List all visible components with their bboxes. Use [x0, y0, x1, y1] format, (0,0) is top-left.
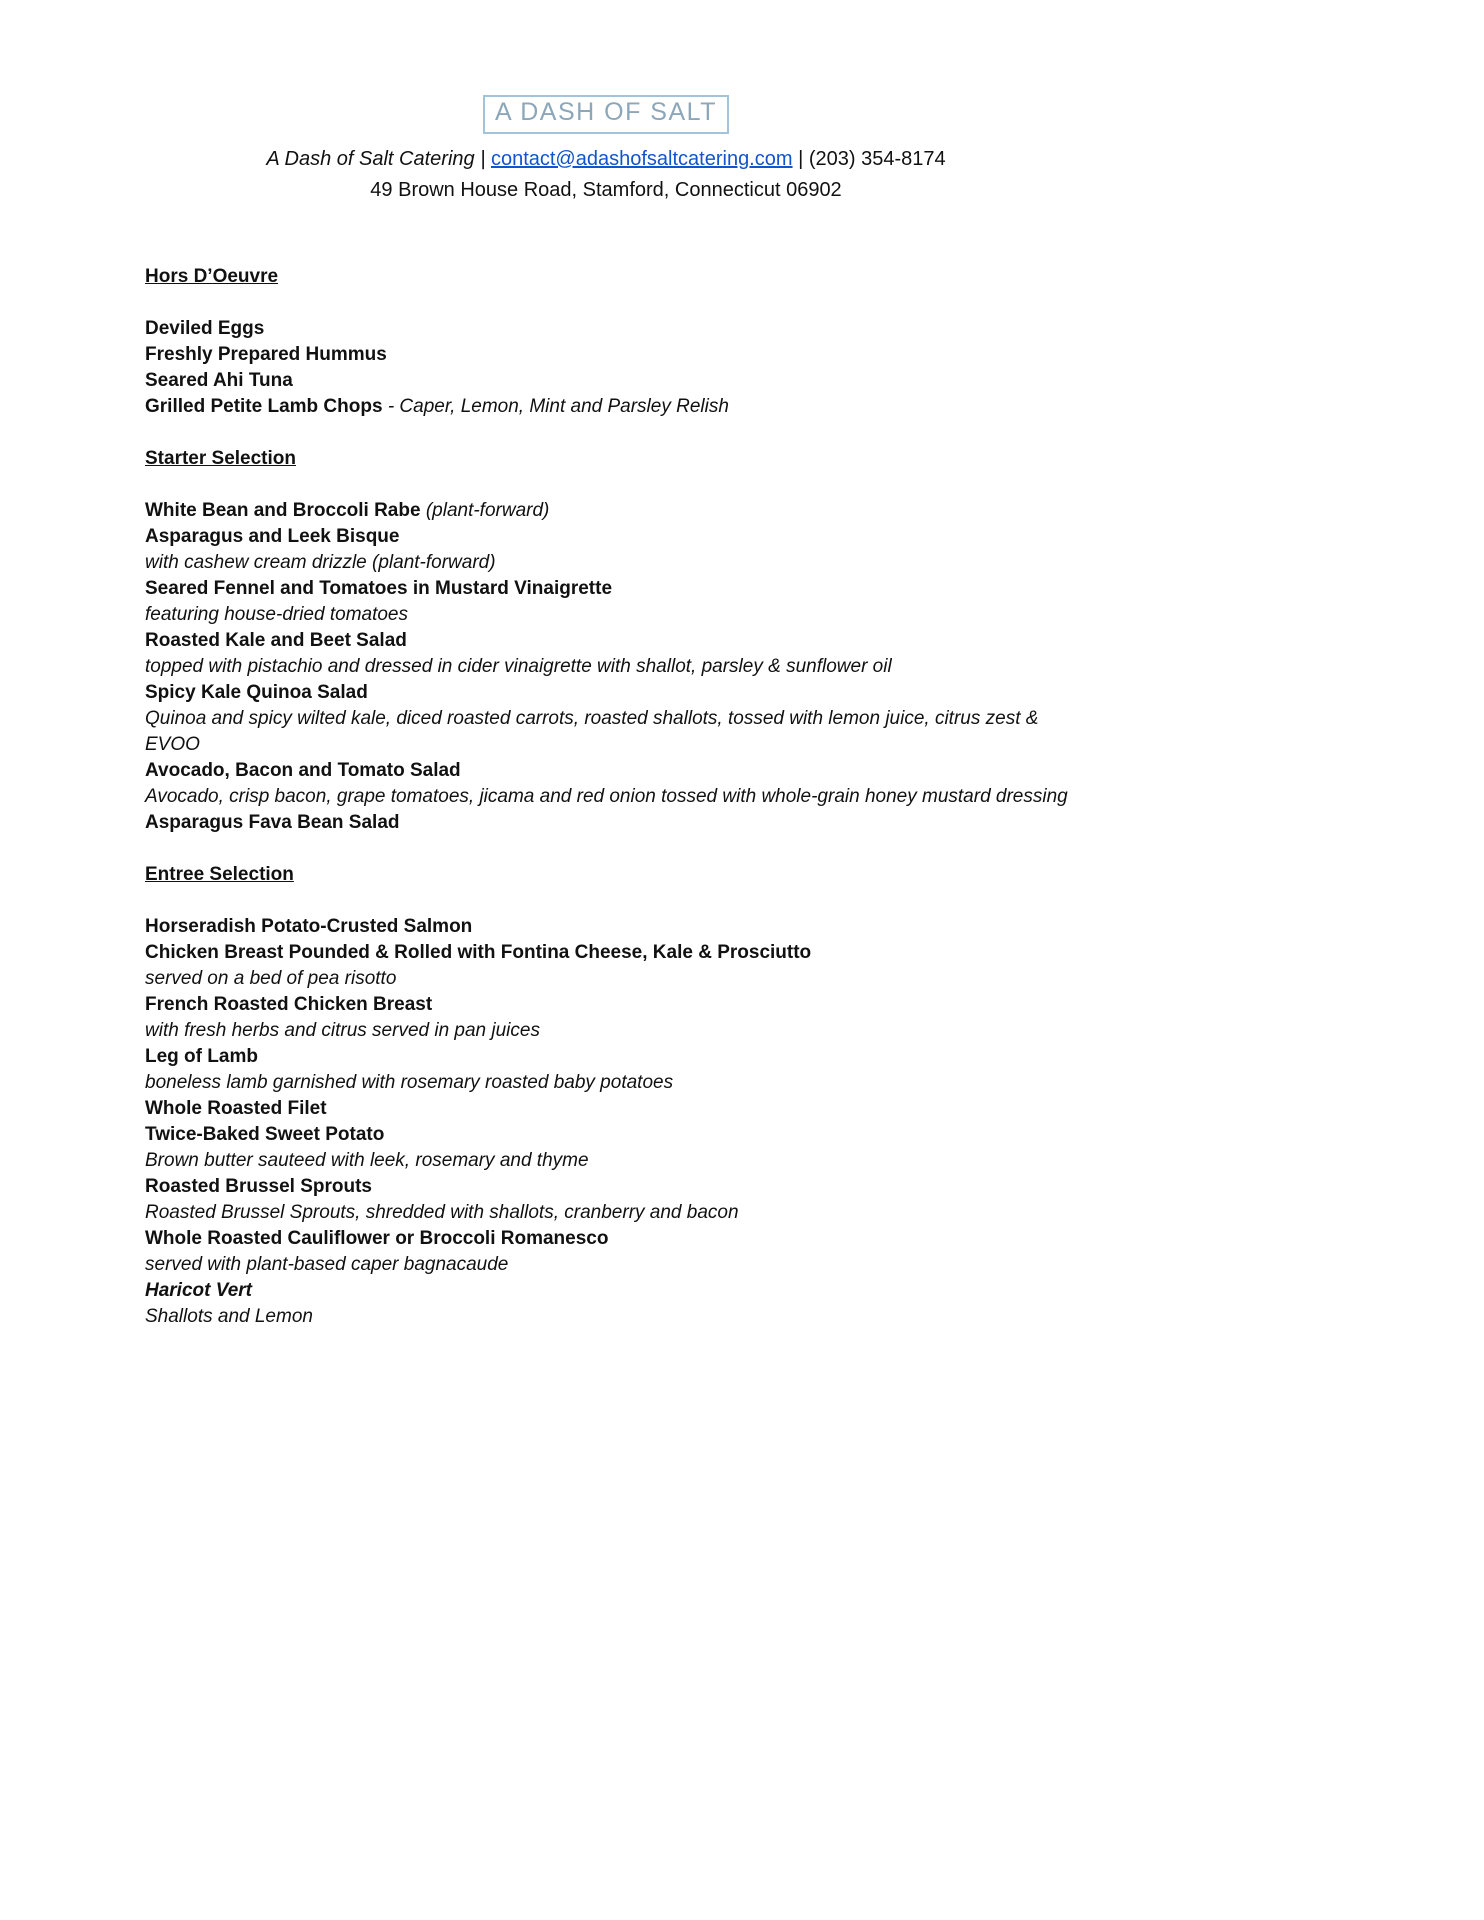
- item-note: - Caper, Lemon, Mint and Parsley Relish: [382, 396, 729, 417]
- menu-item: [145, 342, 1075, 368]
- menu-item: [145, 498, 1075, 524]
- item-name: Asparagus Fava Bean Salad: [145, 812, 400, 833]
- section-title: Starter Selection: [145, 448, 296, 469]
- item-name: Chicken Breast Pounded & Rolled with Fontina Cheese, Kale & Prosciutto: [145, 942, 812, 963]
- section-starter-selection: [145, 446, 1075, 836]
- item-name: Asparagus and Leek Bisque: [145, 526, 400, 547]
- item-name: Haricot Vert: [145, 1280, 252, 1301]
- company-name: A Dash of Salt Catering |: [266, 148, 491, 170]
- item-description: featuring house-dried tomatoes: [145, 604, 408, 625]
- menu-item: [145, 940, 1075, 966]
- item-name: Freshly Prepared Hummus: [145, 344, 387, 365]
- item-name: White Bean and Broccoli Rabe: [145, 500, 421, 521]
- menu-item: [145, 1174, 1075, 1200]
- item-name: Seared Ahi Tuna: [145, 370, 293, 391]
- menu-item: [145, 576, 1075, 602]
- item-note: (plant-forward): [420, 500, 550, 521]
- item-description: Quinoa and spicy wilted kale, diced roasted carrots, roasted shallots, tossed with lemon juice, citrus zest & EVOO: [145, 708, 1039, 755]
- item-name: Seared Fennel and Tomatoes in Mustard Vinaigrette: [145, 578, 613, 599]
- item-description: Avocado, crisp bacon, grape tomatoes, jicama and red onion tossed with whole-grain honey mustard dressing: [145, 786, 1068, 807]
- section-title: Entree Selection: [145, 864, 294, 885]
- item-description: Roasted Brussel Sprouts, shredded with shallots, cranberry and bacon: [145, 1202, 739, 1223]
- logo-text: A DASH OF SALT: [495, 98, 717, 126]
- menu: [145, 264, 1075, 1330]
- item-name: Roasted Brussel Sprouts: [145, 1176, 372, 1197]
- item-description: served with plant-based caper bagnacaude: [145, 1254, 509, 1275]
- menu-item: [145, 1278, 1075, 1304]
- menu-item: [145, 368, 1075, 394]
- logo-box: [483, 95, 729, 134]
- section-hors-doeuvre: [145, 264, 1075, 420]
- item-name: Leg of Lamb: [145, 1046, 258, 1067]
- address-line: 49 Brown House Road, Stamford, Connecticut 06902: [370, 179, 842, 201]
- menu-item: [145, 992, 1075, 1018]
- item-name: Twice-Baked Sweet Potato: [145, 1124, 385, 1145]
- item-name: Avocado, Bacon and Tomato Salad: [145, 760, 461, 781]
- menu-item: [145, 316, 1075, 342]
- item-description: served on a bed of pea risotto: [145, 968, 397, 989]
- phone-number: | (203) 354-8174: [792, 148, 946, 170]
- item-name: Horseradish Potato-Crusted Salmon: [145, 916, 473, 937]
- menu-item: [145, 758, 1075, 784]
- item-name: Whole Roasted Cauliflower or Broccoli Romanesco: [145, 1228, 609, 1249]
- section-entree-selection: [145, 862, 1075, 1330]
- item-description: Brown butter sauteed with leek, rosemary and thyme: [145, 1150, 589, 1171]
- item-description: with cashew cream drizzle (plant-forward): [145, 552, 496, 573]
- menu-item: [145, 628, 1075, 654]
- item-name: Spicy Kale Quinoa Salad: [145, 682, 368, 703]
- item-name: Deviled Eggs: [145, 318, 265, 339]
- item-name: Whole Roasted Filet: [145, 1098, 327, 1119]
- contact-line: [0, 144, 1212, 175]
- menu-item: [145, 524, 1075, 550]
- item-description: topped with pistachio and dressed in cider vinaigrette with shallot, parsley & sunflower oil: [145, 656, 892, 677]
- menu-item: [145, 1226, 1075, 1252]
- menu-item: [145, 914, 1075, 940]
- item-description: boneless lamb garnished with rosemary roasted baby potatoes: [145, 1072, 674, 1093]
- section-title: Hors D’Oeuvre: [145, 266, 279, 287]
- menu-item: [145, 680, 1075, 706]
- menu-item: [145, 394, 1075, 420]
- menu-item: [145, 1044, 1075, 1070]
- item-description: with fresh herbs and citrus served in pan juices: [145, 1020, 540, 1041]
- item-name: French Roasted Chicken Breast: [145, 994, 433, 1015]
- menu-item: [145, 810, 1075, 836]
- document-header: [0, 95, 1212, 206]
- email-link[interactable]: contact@adashofsaltcatering.com: [490, 148, 793, 170]
- menu-item: [145, 1122, 1075, 1148]
- item-name: Grilled Petite Lamb Chops: [145, 396, 383, 417]
- menu-item: [145, 1096, 1075, 1122]
- item-description: Shallots and Lemon: [145, 1306, 313, 1327]
- item-name: Roasted Kale and Beet Salad: [145, 630, 407, 651]
